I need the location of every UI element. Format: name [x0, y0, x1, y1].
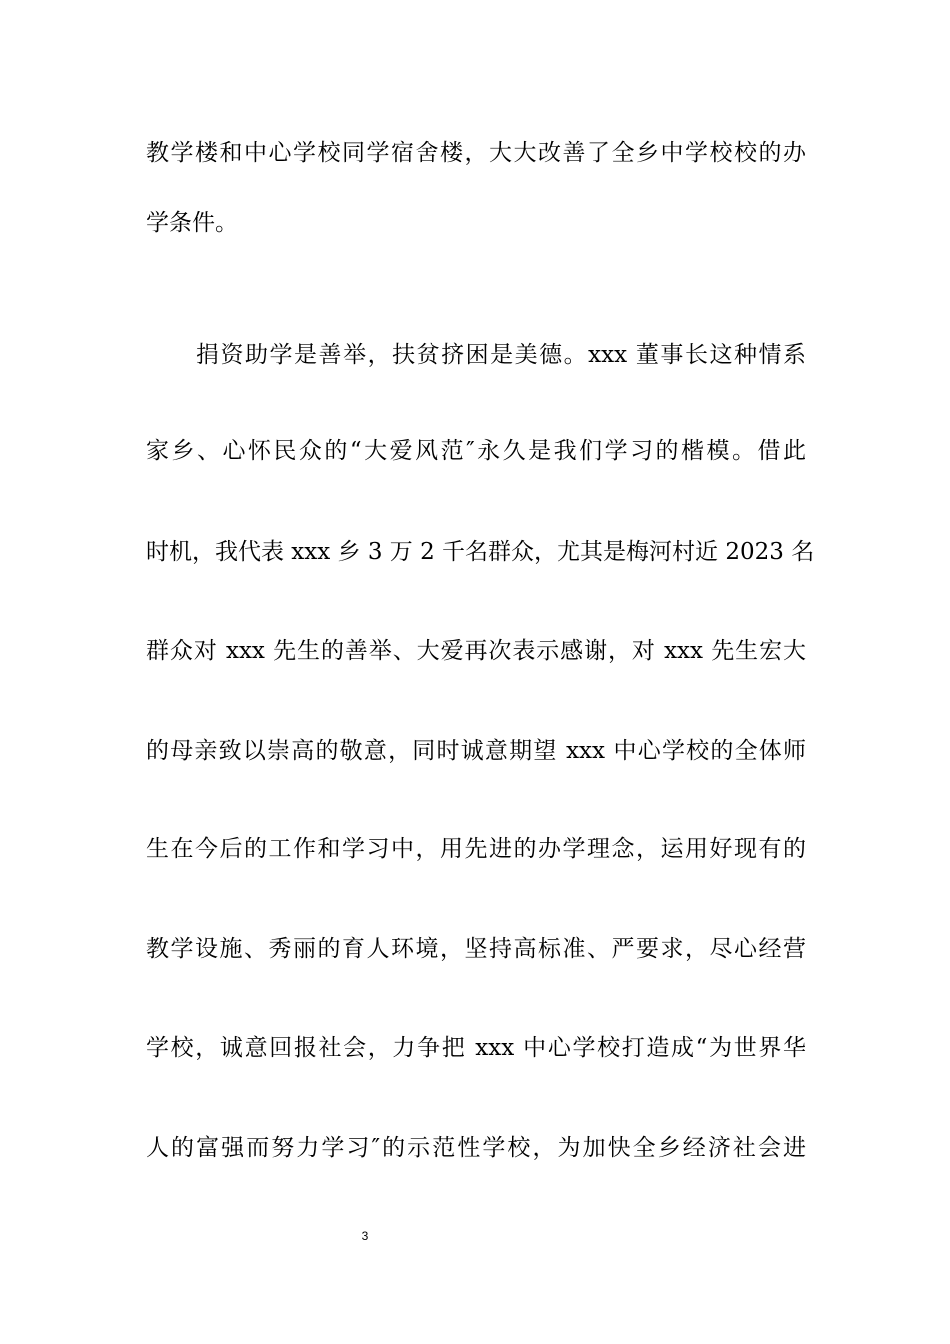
page-number: 3 [361, 1229, 369, 1243]
text-line: 生在今后的工作和学习中，用先进的办学理念，运用好现有的 [146, 836, 806, 862]
paragraph-first-line: 捐资助学是善举，扶贫挤困是美德。xxx 董事长这种情系 [196, 342, 806, 368]
text-line: 家乡、心怀民众的“大爱风范″永久是我们学习的楷模。借此 [146, 438, 806, 464]
text-line: 人的富强而努力学习″的示范性学校，为加快全乡经济社会进 [146, 1135, 806, 1161]
text-line: 教学设施、秀丽的育人环境，坚持高标准、严要求，尽心经营 [146, 936, 806, 962]
text-line: 学条件。 [146, 210, 238, 236]
text-line: 时机，我代表 xxx 乡 3 万 2 千名群众，尤其是梅河村近 2023 名 [146, 539, 815, 565]
text-line: 群众对 xxx 先生的善举、大爱再次表示感谢，对 xxx 先生宏大 [146, 638, 806, 664]
text-line: 的母亲致以崇高的敬意，同时诚意期望 xxx 中心学校的全体师 [146, 738, 806, 764]
text-line: 教学楼和中心学校同学宿舍楼，大大改善了全乡中学校校的办 [146, 140, 806, 166]
text-line: 学校，诚意回报社会，力争把 xxx 中心学校打造成“为世界华 [146, 1035, 806, 1061]
